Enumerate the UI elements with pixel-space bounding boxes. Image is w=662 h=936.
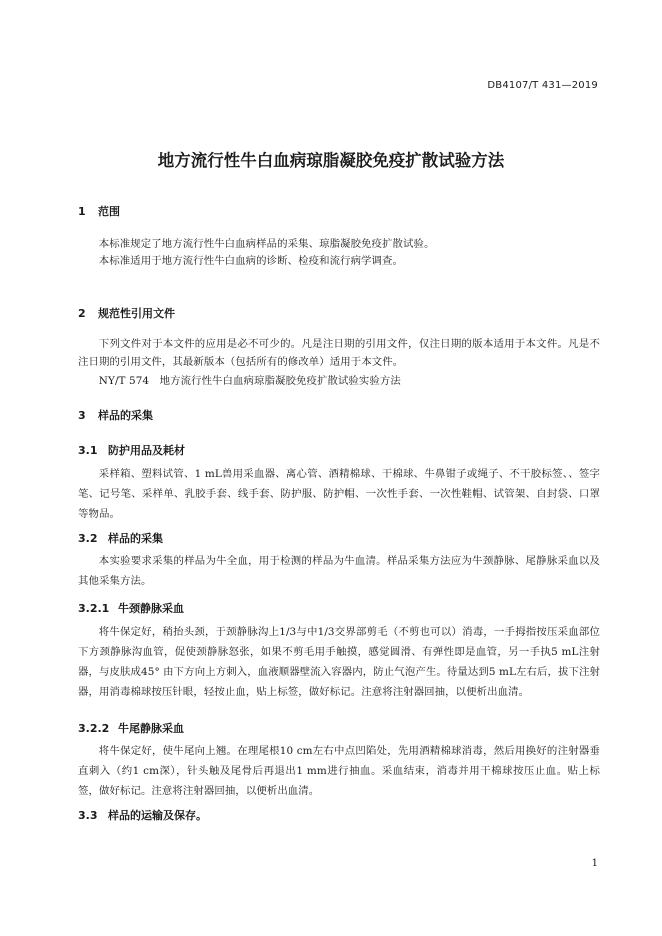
section-number: 3.3 [78,809,98,822]
page-number: 1 [591,858,598,869]
paragraph: 本实验要求采集的样品为牛全血，用于检测的样品为牛血清。样品采集方法应为牛颈静脉、尾静脉采血以及其他采集方法。 [78,555,600,587]
section-title: 规范性引用文件 [98,307,175,320]
section-number: 3 [78,409,86,422]
section-title: 样品的运输及保存。 [108,809,207,822]
section-3-heading [78,407,153,423]
paragraph: NY/T 574 地方流行性牛白血病琼脂凝胶免疫扩散试验实验方法 [98,375,401,387]
document-title: 地方流行性牛白血病琼脂凝胶免疫扩散试验方法 [157,151,505,170]
section-title: 样品的采集 [108,532,163,545]
paragraph: 采样箱、塑料试管、1 mL兽用采血器、离心管、酒精棉球、干棉球、牛鼻钳子或绳子、不干胶标签、、签字笔、记号笔、采样单、乳胶手套、线手套、防护服、防护帽、一次性手套、一次性鞋帽、试管架、自封袋、口罩等物品。 [78,468,600,520]
section-2-heading [78,305,175,321]
paragraph: 将牛保定好，使牛尾向上翘。在理尾根10 cm左右中点凹陷处，先用酒精棉球消毒，然后用换好的注射器垂直刺入（约1 cm深），针头触及尾骨后再退出1 mm进行抽血。采血结束，消毒并用干棉球按压止血。贴上标签，做好标记。注意将注射器回抽，以便析出血清。 [78,745,600,797]
section-title: 范围 [98,205,120,218]
section-number: 3.2.1 [78,602,110,615]
section-number: 3.2.2 [78,722,110,735]
document-code: DB4107/T 431—2019 [487,80,598,91]
section-1-heading [78,203,120,219]
paragraph: 本标准规定了地方流行性牛白血病样品的采集、琼脂凝胶免疫扩散试验。 [98,238,435,250]
section-3-2-2-heading [78,720,184,736]
section-3-2-heading [78,530,163,546]
section-title: 样品的采集 [98,409,153,422]
section-number: 3.2 [78,532,98,545]
paragraph: 本标准适用于地方流行性牛白血病的诊断、检疫和流行病学调查。 [98,255,404,267]
section-title: 牛尾静脉采血 [118,722,184,735]
section-title: 防护用品及耗材 [108,444,185,457]
section-number: 1 [78,205,86,218]
paragraph: 将牛保定好，稍抬头颈，于颈静脉沟上1/3与中1/3交界部剪毛（不剪也可以）消毒，一手拇指按压采血部位下方颈静脉沟血管，促使颈静脉怒张，如果不剪毛用手触摸，感觉圆滑、有弹性即是血管，另一手执5 mL注射器，与皮肤成45° 由下方向上方刺入，血液顺器壁流入容器内，防止气泡产生。待量达到5 mL左右后，拔下注射器，用消毒棉球按压针眼，轻按止血，贴上标签，做好标记。注意将注射器回抽，以便析出血清。 [78,626,600,698]
section-number: 2 [78,307,86,320]
paragraph: 下列文件对于本文件的应用是必不可少的。凡是注日期的引用文件，仅注日期的版本适用于本文件。凡是不注日期的引用文件，其最新版本（包括所有的修改单）适用于本文件。 [78,338,600,368]
section-3-1-heading [78,442,185,458]
section-title: 牛颈静脉采血 [118,602,184,615]
section-3-2-1-heading [78,600,184,616]
section-number: 3.1 [78,444,98,457]
section-3-3-heading [78,807,207,823]
